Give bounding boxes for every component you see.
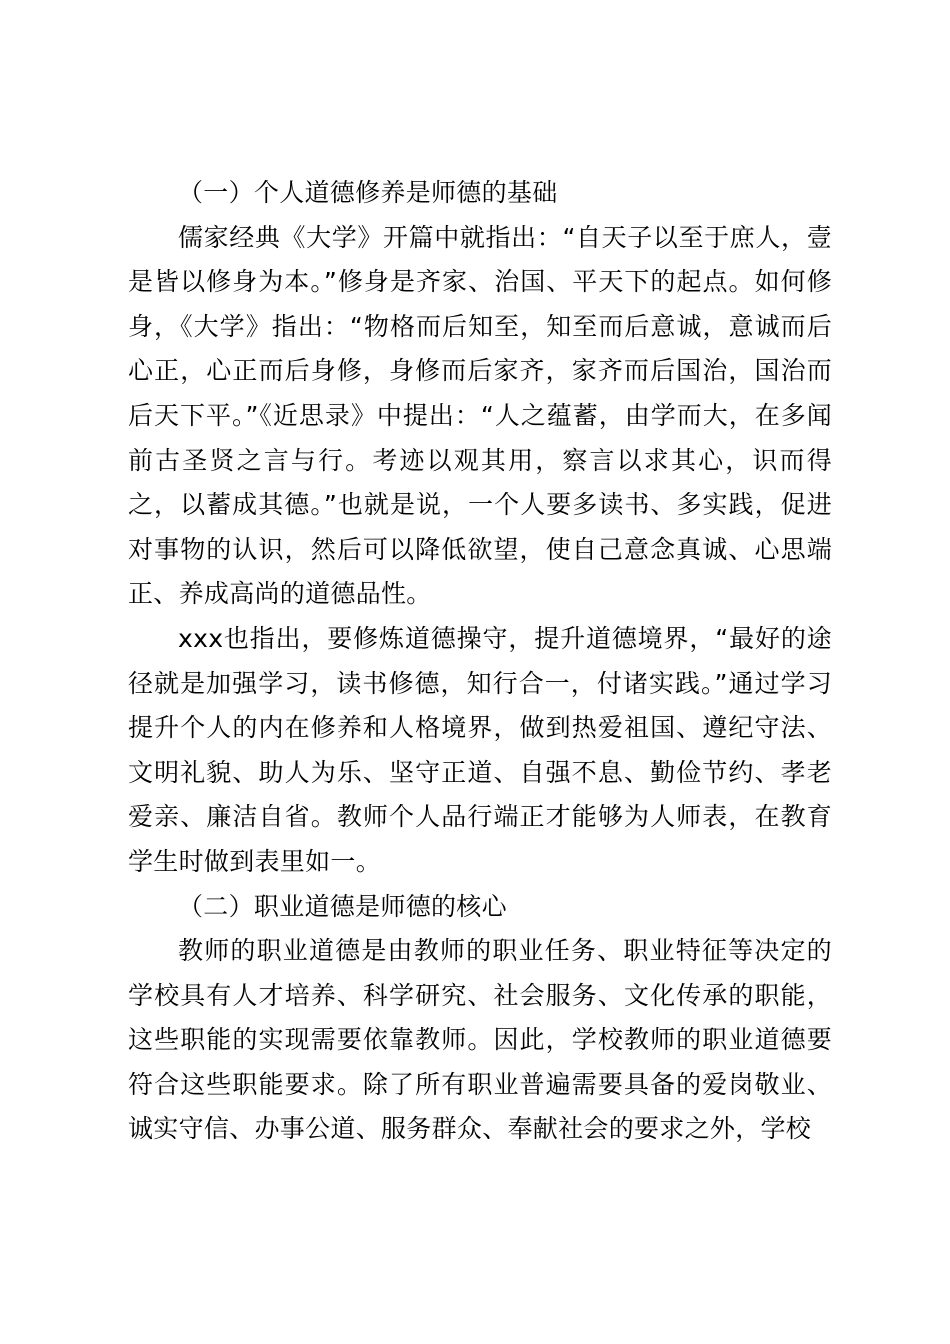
section-heading-2: （二）职业道德是师德的核心 [178, 891, 507, 921]
paragraph-3: 教师的职业道德是由教师的职业任务、职业特征等决定的学校具有人才培养、科学研究、社会服务、文化传承的职能，这些职能的实现需要依靠教师。因此，学校教师的职业道德要符合这些职能要求。除了所有职业普遍需要具备的爱岗敬业、诚实守信、办事公道、服务群众、奉献社会的要求之外，学校 [128, 936, 832, 1144]
paragraph-1: 儒家经典《大学》开篇中就指出：“自天子以至于庶人，壹是皆以修身为本。”修身是齐家、治国、平天下的起点。如何修身，《大学》指出：“物格而后知至，知至而后意诚，意诚而后心正，心正而后身修，身修而后家齐，家齐而后国治，国治而后天下平。”《近思录》中提出：“人之蕴蓄，由学而大，在多闻前古圣贤之言与行。考迹以观其用，察言以求其心，识而得之，以蓄成其德。”也就是说，一个人要多读书、多实践，促进对事物的认识，然后可以降低欲望，使自己意念真诚、心思端正、养成高尚的道德品性。 [128, 222, 832, 609]
paragraph-2: xxx也指出，要修炼道德操守，提升道德境界，“最好的途径就是加强学习，读书修德，知行合一，付诸实践。”通过学习提升个人的内在修养和人格境界，做到热爱祖国、遵纪守法、文明礼貌、助人为乐、坚守正道、自强不息、勤俭节约、孝老爱亲、廉洁自省。教师个人品行端正才能够为人师表，在教育学生时做到表里如一。 [128, 623, 832, 876]
section-heading-1: （一）个人道德修养是师德的基础 [178, 178, 558, 207]
document-body [128, 171, 832, 1152]
